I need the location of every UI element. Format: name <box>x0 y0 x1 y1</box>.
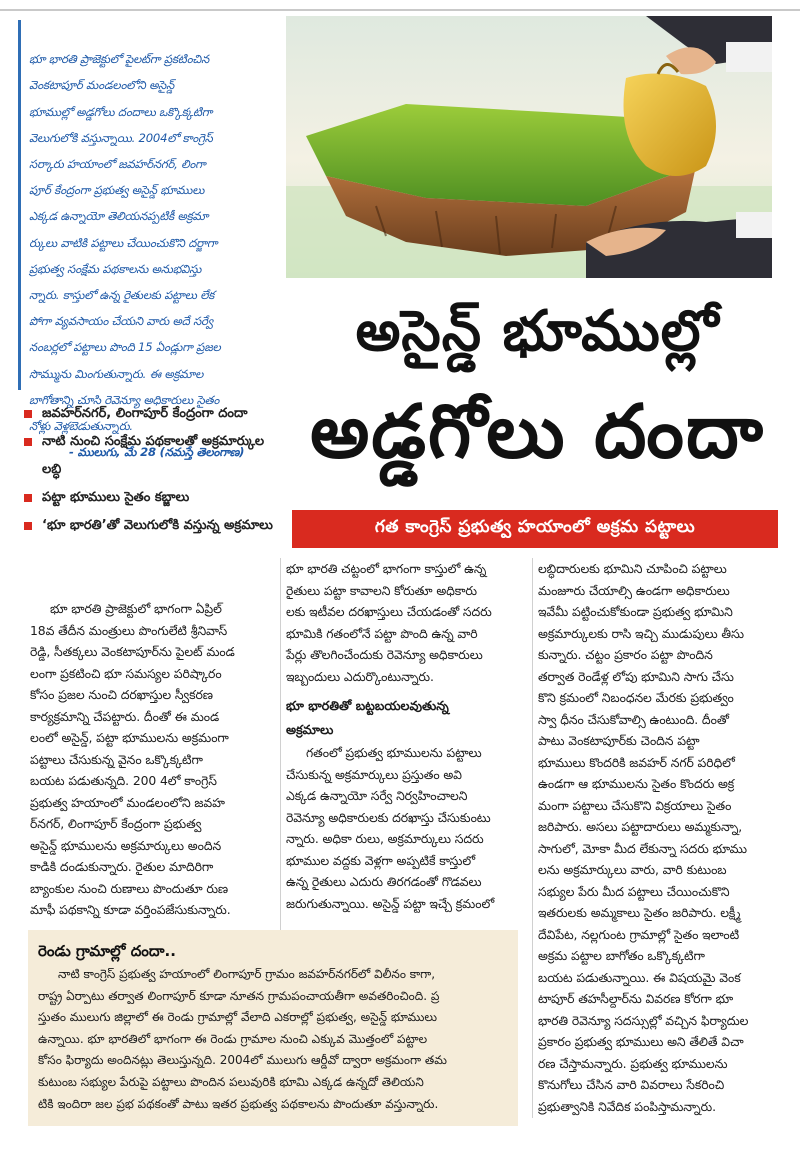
dateline: - ములుగు, మే 28 (నమస్తే తెలంగాణ) <box>69 445 245 460</box>
highlight-item: పట్టా భూములు సైతం కబ్జాలు <box>20 484 280 512</box>
highlights-list <box>20 400 280 540</box>
article-column-2-bottom: గతంలో ప్రభుత్వ భూములను పట్టాలు చేసుకున్న అక్రమార్కులు ప్రస్తుతం అవి ఎక్కడ ఉన్నాయో సర్వే నిర్వహించాలని రెవెన్యూ అధికారులకు దరఖాస్తు చేసుకుంటు న్నారు. అధికా రులు, అక్రమార్కులు సదరు భూముల వద్దకు వెళ్లగా అప్పటికే కాస్తులో ఉన్న రైతులు ఎదురు తిరగడంతో గొడవలు జరుగుతున్నాయి. అసైన్డ్ పట్టా ఇచ్చే క్రమంలో <box>286 745 495 911</box>
column-divider <box>532 558 533 1118</box>
subtitle-banner <box>292 510 778 548</box>
box-title: రెండు గ్రామాల్లో దందా.. <box>38 942 176 960</box>
sidebar-box <box>28 930 518 1126</box>
article-column-2-top: భూ భారతి చట్టంలో భాగంగా కాస్తులో ఉన్న రైతులు పట్టా కావాలని కోరుతూ అధికారు లకు ఇటీవల దరఖాస్తులు చేయడంతో సదరు భూమికి గతంలోనే పట్టా పొంది ఉన్న వారి పేర్లు తొలగించేందుకు రెవెన్యూ అధికారులు ఇబ్బందులు ఎదుర్కొంటున్నారు. <box>286 561 492 684</box>
highlight-item: ‘భూ భారతి’తో వెలుగులోకి వస్తున్న అక్రమాలు <box>20 512 280 540</box>
headline <box>300 292 775 492</box>
highlight-item: జవహర్‌నగర్, లింగాపూర్ కేంద్రంగా దందా <box>20 400 280 428</box>
subtitle-text: గత కాంగ్రెస్ ప్రభుత్వ హయాంలో అక్రమ పట్టాలు <box>374 517 696 537</box>
hero-image <box>286 16 772 278</box>
land-illustration <box>286 16 772 278</box>
column-2-subheading: భూ భారతితో బట్టబయలవుతున్న అక్రమాలు <box>286 698 449 737</box>
top-rule <box>0 9 800 11</box>
highlight-item: నాటి నుంచి సంక్షేమ పథకాలతో అక్రమార్కుల లబ్ధి <box>20 428 280 484</box>
headline-line-1: అసైన్డ్ భూముల్లో <box>355 299 720 364</box>
intro-text: భూ భారతి ప్రాజెక్టులో పైలట్‌గా ప్రకటించిన వెంకటాపూర్ మండలంలోని అసైన్డ్ భూముల్లో అడ్డగోలు దందాలు ఒక్కొక్కటిగా వెలుగులోకి వస్తున్నాయి. 2004లో కాంగ్రెస్ సర్కారు హయాంలో జవహర్‌నగర్, లింగా పూర్ కేంద్రంగా ప్రభుత్వ అసైన్డ్ భూములు ఎక్కడ ఉన్నాయో తెలియనప్పటికీ అక్రమా ర్కులు వాటికి పట్టాలు చేయించుకొని దర్జాగా ప్రభుత్వ సంక్షేమ పథకాలను అనుభవిస్తు న్నారు. కాస్తులో ఉన్న రైతులకు పట్టాలు లేక పోగా వ్యవసాయం చేయని వారు అదే సర్వే నంబర్లలో పట్టాలు పొంది 15 ఏండ్లుగా ప్రజల సొమ్మును మింగుతున్నారు. ఈ అక్రమాల బాగోతాన్ని చూసి రెవెన్యూ అధికారులు సైతం నోళ్లు వెళ్లబెడుతున్నారు. <box>29 52 221 434</box>
article-column-1: భూ భారతి ప్రాజెక్టులో భాగంగా ఏప్రిల్ 18వ తేదీన మంత్రులు పొంగులేటి శ్రీనివాస్ రెడ్డి, సీతక్కలు వెంకటాపూర్‌ను పైలట్ మండ లంగా ప్రకటించి భూ సమస్యల పరిష్కారం కోసం ప్రజల నుంచి దరఖాస్తుల స్వీకరణ కార్యక్రమాన్ని చేపట్టారు. దీంతో ఈ మండ లంలో అసైన్డ్, పట్టా భూములను అక్రమంగా పట్టాలు చేసుకున్న వైనం ఒక్కొక్కటిగా బయట పడుతున్నది. 200 4లో కాంగ్రెస్ ప్రభుత్వ హయాంలో మండలంలోని జవహ ర్‌నగర్, లింగాపూర్ కేంద్రంగా ప్రభుత్వ అసైన్డ్ భూములను అక్రమార్కులు అందిన కాడికి దండుకున్నారు. రైతుల మాదిరిగా బ్యాంకుల నుంచి రుణాలు పొందుతూ రుణ మాఫీ పథకాన్ని కూడా వర్తింపజేసుకున్నారు. <box>30 601 235 917</box>
article-column-3: లబ్ధిదారులకు భూమిని చూపించి పట్టాలు మంజూరు చేయాల్సి ఉండగా అధికారులు ఇవేమీ పట్టించుకోకుండా ప్రభుత్వ భూమిని అక్రమార్కులకు రాసి ఇచ్చి ముడుపులు తీసు కున్నారు. చట్టం ప్రకారం పట్టా పొందిన తర్వాత రెండేళ్ల లోపు భూమిని సాగు చేసు కొని క్రమంలో నిబంధనల మేరకు ప్రభుత్వం స్వా ధీనం చేసుకోవాల్సి ఉంటుంది. దీంతో పాటు వెంకటాపూర్‌కు చెందిన పట్టా భూములు కొందరికి జవహర్ నగర్ పరిధిలో ఉండగా ఆ భూములను సైతం కొందరు అక్ర మంగా పట్టాలు చేసుకొని విక్రయాలు సైతం జరిపారు. అసలు పట్టాదారులు అమ్మకున్నా, సాగులో, మోకా మీద లేకున్నా సదరు భూము లను అక్రమార్కులు వారు, వారి కుటుంబ సభ్యుల పేరు మీద పట్టాలు చేయించుకొని ఇతరులకు అమ్మకాలు సైతం జరిపారు. లక్ష్మీ దేవిపేట, నల్లగుంట గ్రామాల్లో సైతం ఇలాంటి అక్రమ పట్టాల బాగోతం ఒక్కొక్కటిగా బయట పడుతున్నాయి. ఈ విషయమై వెంక టాపూర్ తహసీల్దార్‌ను వివరణ కోరగా భూ భారతి రెవెన్యూ సదస్సుల్లో వచ్చిన ఫిర్యాదుల ప్రకారం ప్రభుత్వ భూములు అని తేలితే విచా రణ చేస్తామన్నారు. ప్రభుత్వ భూములను కొనుగోలు చేసిన వారి వివరాలు సేకరించి ప్రభుత్వానికి నివేదిక పంపిస్తామన్నారు. <box>538 561 749 1114</box>
box-body: నాటి కాంగ్రెస్ ప్రభుత్వ హయాంలో లింగాపూర్ గ్రామం జవహర్‌నగర్‌లో విలీనం కాగా, రాష్ట్ర ఏర్పాటు తర్వాత లింగాపూర్ కూడా నూతన గ్రామపంచాయతీగా అవతరించింది. ప్ర స్తుతం ములుగు జిల్లాలో ఈ రెండు గ్రామాల్లో వేలాది ఎకరాల్లో ప్రభుత్వ, అసైన్డ్ భూములు ఉన్నాయి. భూ భారతిలో భాగంగా ఈ రెండు గ్రామాల నుంచి ఎక్కువ మొత్తంలో పట్టాల కోసం ఫిర్యాదు అందినట్లు తెలుస్తున్నది. 2004లో ములుగు ఆర్డీవో ద్వారా అక్రమంగా తమ కుటుంబ సభ్యుల పేరుపై పట్టాలు పొందిన పలువురికి భూమి ఎక్కడ ఉన్నదో తెలియని టికి ఇందిరా జల ప్రభ పథకంతో పాటు ఇతర ప్రభుత్వ పథకాలను పొందుతూ వస్తున్నారు. <box>38 967 447 1111</box>
headline-line-2: అడ్డగోలు దందా <box>310 389 765 475</box>
